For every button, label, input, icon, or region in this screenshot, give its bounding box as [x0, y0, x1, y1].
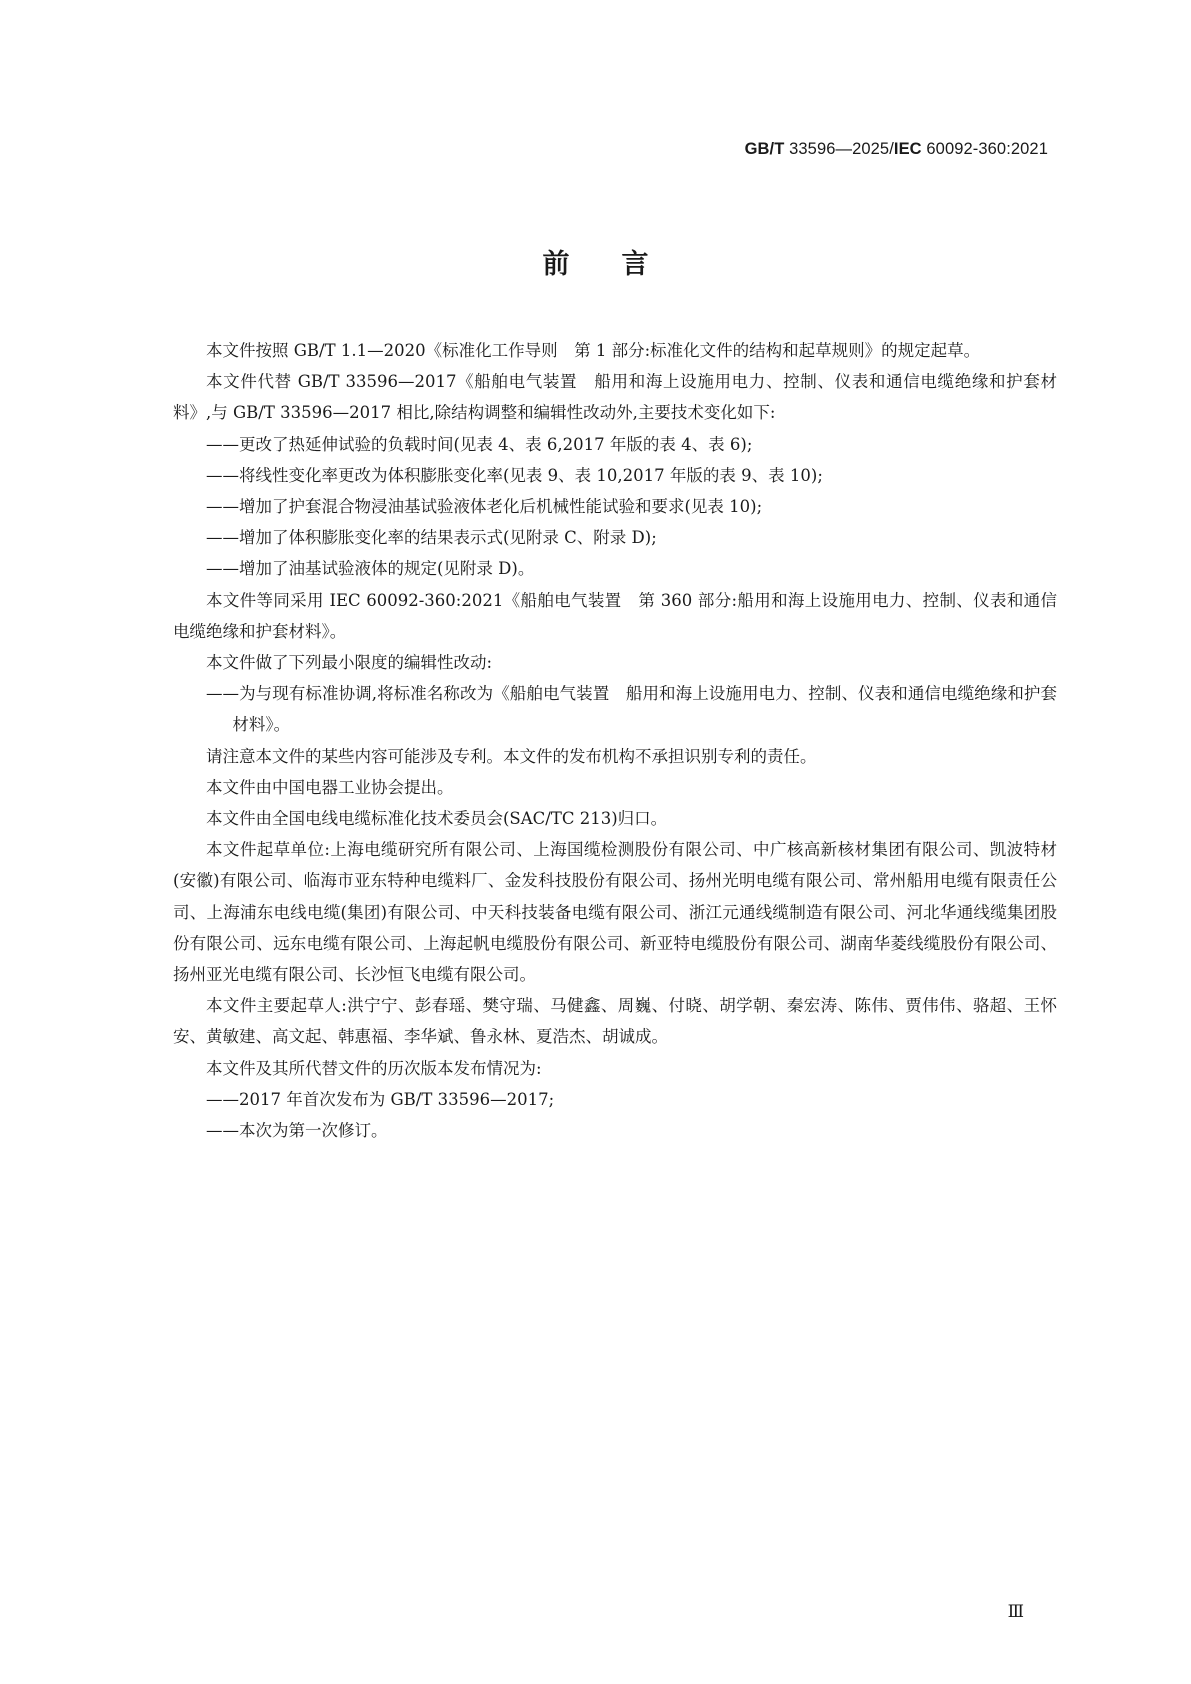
paragraph-iec-adoption: 本文件等同采用 IEC 60092-360:2021《船舶电气装置 第 360 部分:船用和海上设施用电力、控制、仪表和通信电缆绝缘和护套材料》。: [173, 590, 1057, 641]
foreword-body: [173, 335, 1057, 1146]
paragraph-proposer: 本文件由中国电器工业协会提出。: [206, 777, 454, 797]
document-header: [745, 140, 1048, 159]
standard-number: 33596—2025/: [789, 140, 894, 158]
version-item: ——本次为第一次修订。: [206, 1121, 388, 1141]
editorial-change-item: ——为与现有标准协调,将标准名称改为《船舶电气装置 船用和海上设施用电力、控制、仪表和通信电缆绝缘和护套材料》。: [206, 684, 1057, 735]
standard-code-prefix: GB/T: [744, 140, 785, 158]
paragraph-replacement: 本文件代替 GB/T 33596—2017《船舶电气装置 船用和海上设施用电力、控制、仪表和通信电缆绝缘和护套材料》,与 GB/T 33596—2017 相比,除结构调整和编辑性改动外,主要技术变化如下:: [173, 372, 1057, 423]
paragraph-technical-committee: 本文件由全国电线电缆标准化技术委员会(SAC/TC 213)归口。: [206, 809, 668, 829]
iec-number: 60092-360:2021: [926, 140, 1048, 158]
paragraph-drafting-units: 本文件起草单位:上海电缆研究所有限公司、上海国缆检测股份有限公司、中广核高新核材集团有限公司、凯波特材(安徽)有限公司、临海市亚东特种电缆料厂、金发科技股份有限公司、扬州光明电缆有限公司、常州船用电缆有限责任公司、上海浦东电线电缆(集团)有限公司、中天科技装备电缆有限公司、浙江元通线缆制造有限公司、河北华通线缆集团股份有限公司、远东电缆有限公司、上海起帆电缆股份有限公司、新亚特电缆股份有限公司、湖南华菱线缆股份有限公司、扬州亚光电缆有限公司、长沙恒飞电缆有限公司。: [173, 840, 1057, 985]
paragraph-drafters: 本文件主要起草人:洪宁宁、彭春瑶、樊守瑞、马健鑫、周巍、付晓、胡学朝、秦宏涛、陈伟、贾伟伟、骆超、王怀安、黄敏建、高文起、韩惠福、李华斌、鲁永林、夏浩杰、胡诚成。: [173, 996, 1057, 1047]
paragraph-version-history: 本文件及其所代替文件的历次版本发布情况为:: [206, 1058, 542, 1078]
change-item: ——将线性变化率更改为体积膨胀变化率(见表 9、表 10,2017 年版的表 9、表 10);: [206, 465, 823, 485]
change-item: ——增加了护套混合物浸油基试验液体老化后机械性能试验和要求(见表 10);: [206, 497, 763, 517]
paragraph-patent-notice: 请注意本文件的某些内容可能涉及专利。本文件的发布机构不承担识别专利的责任。: [206, 746, 817, 766]
change-item: ——增加了油基试验液体的规定(见附录 D)。: [206, 559, 535, 579]
page-title: 前言: [542, 249, 701, 280]
change-item: ——增加了体积膨胀变化率的结果表示式(见附录 C、附录 D);: [206, 528, 657, 548]
iec-code-prefix: IEC: [893, 140, 922, 158]
change-item: ——更改了热延伸试验的负载时间(见表 4、表 6,2017 年版的表 4、表 6);: [206, 434, 753, 454]
page-number: Ⅲ: [1007, 1602, 1024, 1622]
paragraph-editorial-changes: 本文件做了下列最小限度的编辑性改动:: [206, 653, 493, 673]
paragraph-drafting-rules: 本文件按照 GB/T 1.1—2020《标准化工作导则 第 1 部分:标准化文件的结构和起草规则》的规定起草。: [206, 341, 981, 360]
version-item: ——2017 年首次发布为 GB/T 33596—2017;: [206, 1089, 555, 1109]
